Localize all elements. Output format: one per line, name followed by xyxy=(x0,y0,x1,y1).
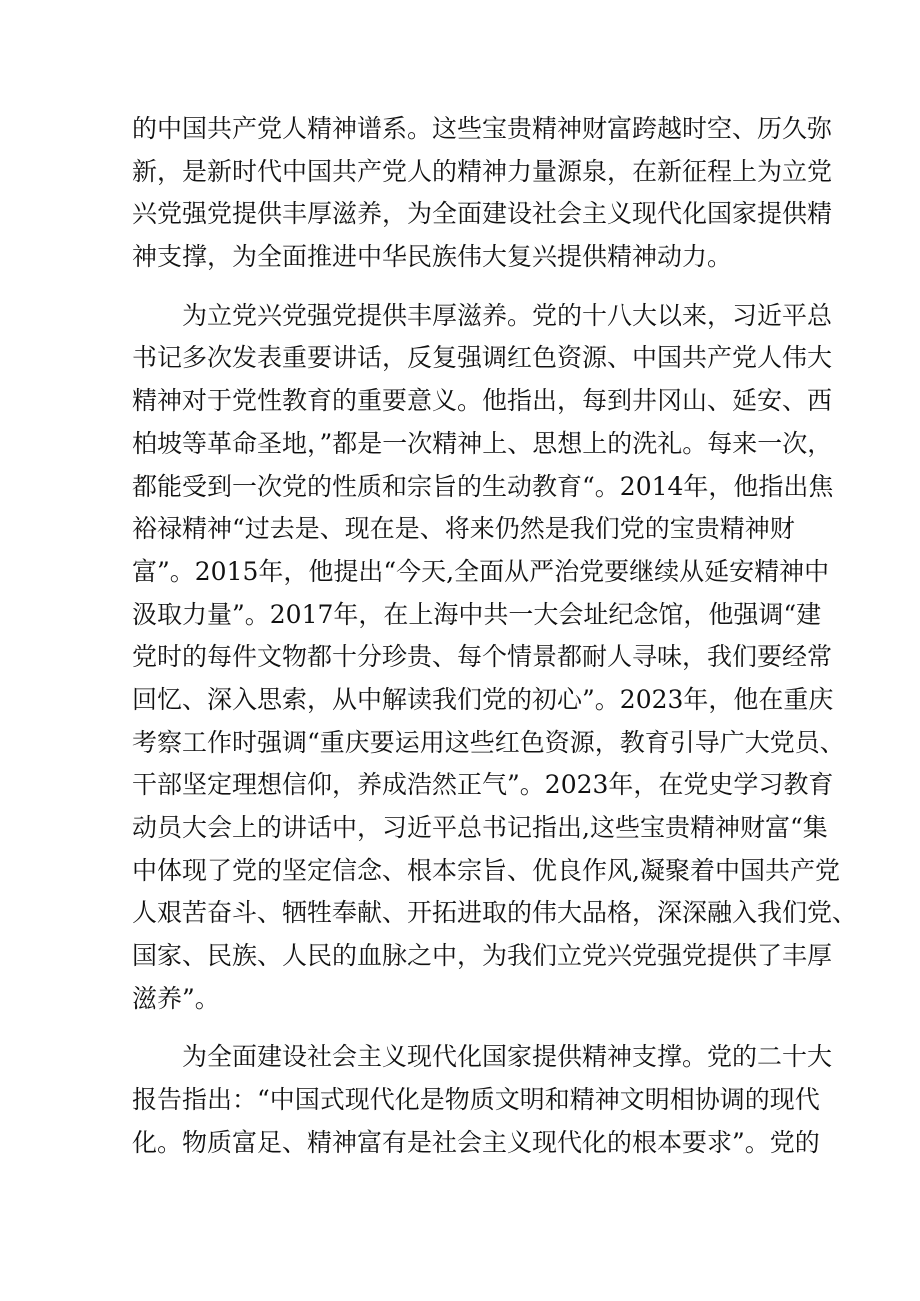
text-line: 滋养”。 xyxy=(132,983,220,1013)
text-line: 神支撑，为全面推进中华民族伟大复兴提供精神动力。 xyxy=(132,242,733,272)
text-line: 回忆、深入思索，从中解读我们党的初心”。2023年，他在重庆 xyxy=(132,684,834,714)
text-line: 书记多次发表重要讲话，反复强调红色资源、中国共产党人伟大 xyxy=(132,343,833,373)
text-line: 干部坚定理想信仰，养成浩然正气”。2023年，在党史学习教育 xyxy=(132,770,834,800)
text-line: 都能受到一次党的性质和宗旨的生动教育“。2014年，他指出焦 xyxy=(132,471,834,501)
text-line: 国家、民族、人民的血脉之中，为我们立党兴党强党提供了丰厚 xyxy=(132,941,833,971)
text-line: 考察工作时强调“重庆要运用这些红色资源，教育引导广大党员、 xyxy=(132,727,845,757)
text-line: 人艰苦奋斗、牺牲奉献、开拓进取的伟大品格，深深融入我们党、 xyxy=(132,898,858,928)
text-line: 中体现了党的坚定信念、根本宗旨、优良作风,凝聚着中国共产党 xyxy=(132,855,840,885)
text-line: 化。物质富足、精神富有是社会主义现代化的根本要求”。党的 xyxy=(132,1127,820,1157)
text-line: 汲取力量”。2017年，在上海中共一大会址纪念馆，他强调“建 xyxy=(132,599,822,629)
paragraph-gap xyxy=(132,279,792,295)
text-line: 裕禄精神“过去是、现在是、将来仍然是我们党的宝贵精神财 xyxy=(132,514,795,544)
text-line: 精神对于党性教育的重要意义。他指出，每到井冈山、延安、西 xyxy=(132,386,833,416)
document-body xyxy=(132,108,858,1165)
text-line: 动员大会上的讲话中，习近平总书记指出,这些宝贵精神财富“集 xyxy=(132,813,828,842)
paragraph-2 xyxy=(132,295,858,1021)
text-line: 报告指出：“中国式现代化是物质文明和精神文明相协调的现代 xyxy=(132,1085,820,1115)
paragraph-1 xyxy=(132,108,833,279)
text-line: 的中国共产党人精神谱系。这些宝贵精神财富跨越时空、历久弥 xyxy=(132,114,833,143)
paragraph-3 xyxy=(132,1036,833,1164)
text-line: 为立党兴党强党提供丰厚滋养。党的十八大以来，习近平总 xyxy=(182,300,833,330)
text-line: 柏坡等革命圣地，”都是一次精神上、思想上的洗礼。每来一次， xyxy=(132,428,833,458)
text-line: 为全面建设社会主义现代化国家提供精神支撑。党的二十大 xyxy=(182,1042,833,1072)
text-line: 党时的每件文物都十分珍贵、每个情景都耐人寻味，我们要经常 xyxy=(132,642,833,672)
text-line: 兴党强党提供丰厚滋养，为全面建设社会主义现代化国家提供精 xyxy=(132,199,833,229)
text-line: 富”。2015年，他提出“今天,全面从严治党要继续从延安精神中 xyxy=(132,556,830,586)
paragraph-gap xyxy=(132,1020,792,1036)
text-line: 新，是新时代中国共产党人的精神力量源泉，在新征程上为立党 xyxy=(132,156,833,186)
